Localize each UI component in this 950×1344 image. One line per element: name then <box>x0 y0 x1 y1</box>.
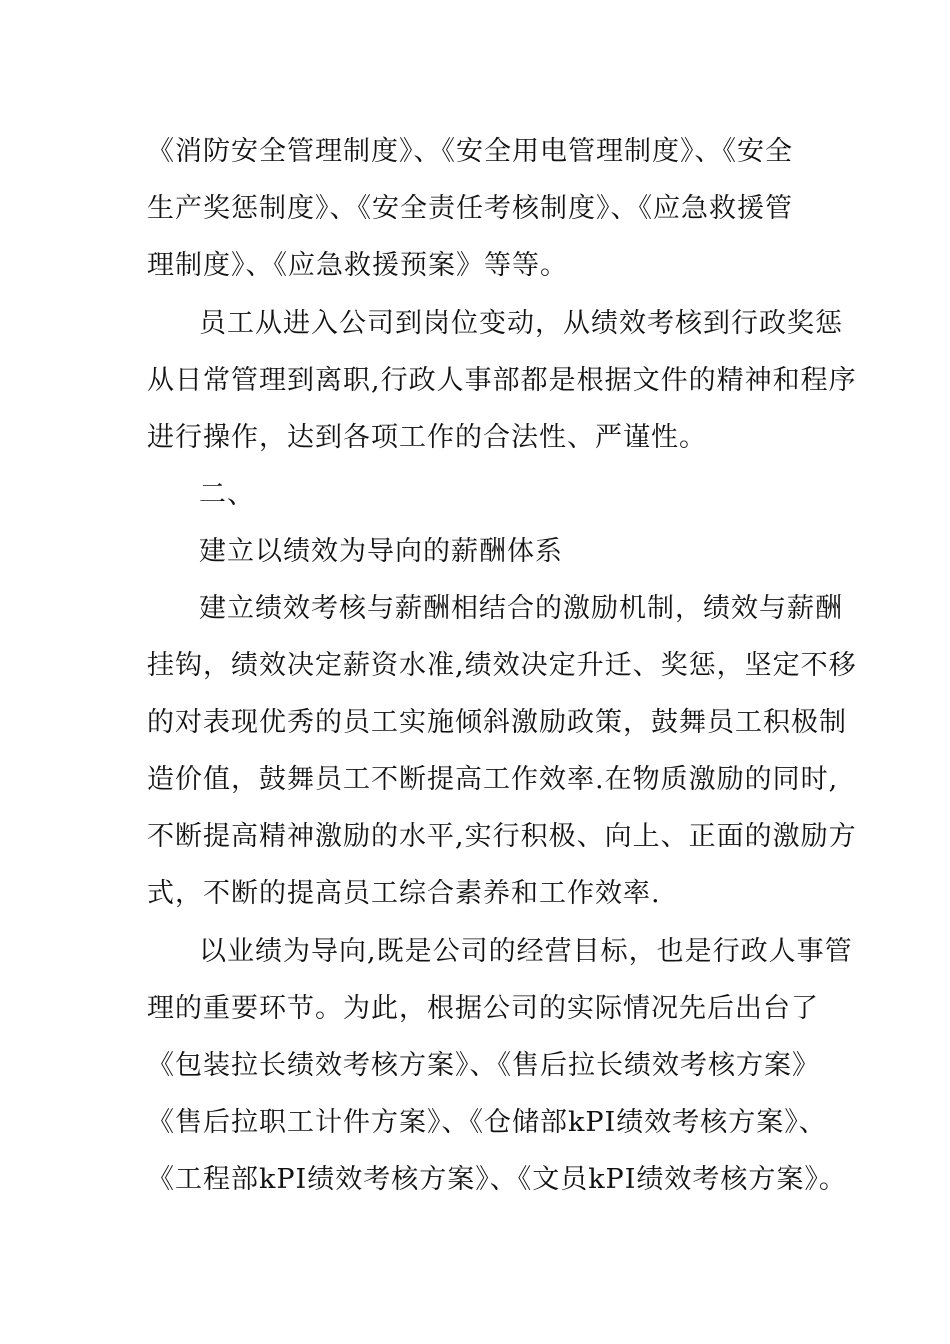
text-line: 不断提高精神激励的水平,实行积极、向上、正面的激励方 <box>147 821 857 852</box>
text-line: 《工程部kPI绩效考核方案》、《文员kPI绩效考核方案》。 <box>147 1164 847 1195</box>
text-line: 式，不断的提高员工综合素养和工作效率. <box>147 878 661 909</box>
paragraph-first-line: 以业绩为导向,既是公司的经营目标，也是行政人事管 <box>199 936 853 967</box>
text-line: 的对表现优秀的员工实施倾斜激励政策，鼓舞员工积极制 <box>147 707 847 738</box>
text-line: 进行操作，达到各项工作的合法性、严谨性。 <box>147 422 707 453</box>
text-line: 从日常管理到离职,行政人事部都是根据文件的精神和程序 <box>147 365 857 396</box>
text-line: 理的重要环节。为此，根据公司的实际情况先后出台了 <box>147 993 819 1024</box>
paragraph-first-line: 建立绩效考核与薪酬相结合的激励机制，绩效与薪酬 <box>199 593 843 624</box>
paragraph-first-line: 员工从进入公司到岗位变动，从绩效考核到行政奖惩 <box>199 308 843 339</box>
text-line: 《消防安全管理制度》、《安全用电管理制度》、《安全 <box>147 136 793 167</box>
text-line: 理制度》、《应急救援预案》等等。 <box>147 250 568 281</box>
section-number: 二、 <box>199 479 255 510</box>
text-line: 《售后拉职工计件方案》、《仓储部kPI绩效考核方案》、 <box>147 1107 827 1138</box>
text-line: 生产奖惩制度》、《安全责任考核制度》、《应急救援管 <box>147 193 793 224</box>
text-line: 挂钩，绩效决定薪资水准,绩效决定升迁、奖惩，坚定不移 <box>147 650 857 681</box>
text-line: 造价值，鼓舞员工不断提高工作效率.在物质激励的同时, <box>147 764 839 795</box>
text-line: 《包装拉长绩效考核方案》、《售后拉长绩效考核方案》 <box>147 1050 820 1081</box>
section-heading: 建立以绩效为导向的薪酬体系 <box>199 536 563 567</box>
